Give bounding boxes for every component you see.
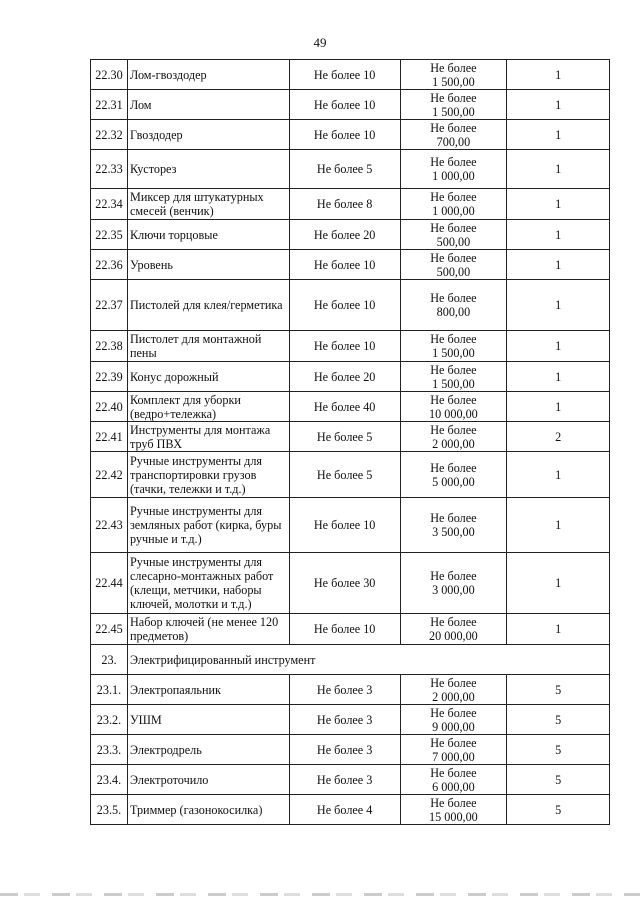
item-name: Пистолей для клея/герметика (127, 280, 289, 331)
price-value: 2 000,00 (432, 689, 475, 704)
table-row (91, 498, 610, 553)
row-number: 22.42 (91, 452, 128, 498)
price-value: 6 000,00 (432, 779, 475, 794)
item-price (400, 150, 507, 189)
section-title: Электрифицированный инструмент (127, 645, 609, 675)
page-bottom-edge (0, 893, 640, 896)
item-count: 1 (507, 280, 610, 331)
row-number: 23.3. (91, 735, 128, 765)
item-count: 2 (507, 422, 610, 452)
row-number: 22.36 (91, 250, 128, 280)
item-count: 5 (507, 735, 610, 765)
item-price (400, 362, 507, 392)
price-value: 500,00 (436, 234, 471, 249)
price-value: 1 000,00 (432, 204, 475, 218)
price-value: 15 000,00 (429, 809, 478, 824)
item-count: 5 (507, 795, 610, 825)
price-value: 1 500,00 (432, 376, 475, 391)
price-prefix: Не более (430, 765, 477, 780)
item-name: Кусторез (127, 150, 289, 189)
table-row (91, 362, 610, 392)
item-count: 1 (507, 553, 610, 614)
item-count: 5 (507, 765, 610, 795)
item-price (400, 189, 507, 220)
row-number: 22.44 (91, 553, 128, 614)
item-quantity: Не более 5 (289, 150, 400, 189)
row-number: 22.34 (91, 189, 128, 220)
price-prefix: Не более (430, 155, 477, 169)
price-prefix: Не более (430, 615, 477, 629)
price-prefix: Не более (430, 422, 477, 437)
price-prefix: Не более (430, 460, 477, 475)
table-row (91, 60, 610, 90)
table-row (91, 90, 610, 120)
item-quantity: Не более 3 (289, 735, 400, 765)
item-name: Набор ключей (не менее 120 предметов) (127, 614, 289, 645)
table-row (91, 422, 610, 452)
price-prefix: Не более (430, 250, 477, 265)
item-price (400, 331, 507, 362)
table-row (91, 120, 610, 150)
section-row (91, 645, 610, 675)
item-price (400, 675, 507, 705)
row-number: 23.1. (91, 675, 128, 705)
row-number: 23.4. (91, 765, 128, 795)
row-number: 22.41 (91, 422, 128, 452)
item-name: Триммер (газонокосилка) (127, 795, 289, 825)
price-prefix: Не более (430, 795, 477, 810)
row-number: 23.2. (91, 705, 128, 735)
table-row (91, 553, 610, 614)
item-price (400, 250, 507, 280)
table-row (91, 614, 610, 645)
item-name: Электродрель (127, 735, 289, 765)
price-value: 3 000,00 (432, 583, 475, 597)
item-price (400, 90, 507, 120)
section-number: 23. (91, 645, 128, 675)
price-prefix: Не более (430, 60, 477, 75)
item-quantity: Не более 3 (289, 675, 400, 705)
item-name: Конус дорожный (127, 362, 289, 392)
table-row (91, 675, 610, 705)
item-quantity: Не более 5 (289, 452, 400, 498)
equipment-table-body (91, 60, 610, 825)
item-count: 5 (507, 705, 610, 735)
item-price (400, 498, 507, 553)
item-quantity: Не более 8 (289, 189, 400, 220)
item-quantity: Не более 3 (289, 765, 400, 795)
price-prefix: Не более (430, 220, 477, 235)
row-number: 22.45 (91, 614, 128, 645)
item-name: Уровень (127, 250, 289, 280)
item-price (400, 765, 507, 795)
item-count: 1 (507, 220, 610, 250)
row-number: 22.31 (91, 90, 128, 120)
price-prefix: Не более (430, 675, 477, 690)
price-value: 1 500,00 (432, 346, 475, 360)
table-row (91, 189, 610, 220)
item-quantity: Не более 4 (289, 795, 400, 825)
item-price (400, 735, 507, 765)
row-number: 22.30 (91, 60, 128, 90)
price-value: 700,00 (436, 134, 471, 149)
item-price (400, 392, 507, 422)
item-count: 1 (507, 392, 610, 422)
item-quantity: Не более 10 (289, 120, 400, 150)
item-price (400, 60, 507, 90)
item-quantity: Не более 10 (289, 250, 400, 280)
item-price (400, 614, 507, 645)
price-prefix: Не более (430, 511, 477, 525)
page-number: 49 (313, 35, 327, 50)
price-value: 1 500,00 (432, 74, 475, 89)
row-number: 22.38 (91, 331, 128, 362)
item-name: Электроточило (127, 765, 289, 795)
table-row (91, 220, 610, 250)
price-value: 7 000,00 (432, 749, 475, 764)
item-price (400, 705, 507, 735)
item-name: Ключи торцовые (127, 220, 289, 250)
item-name: Ручные инструменты для транспортировки грузов (тачки, тележки и т.д.) (127, 452, 289, 498)
item-count: 1 (507, 120, 610, 150)
item-name: Электропаяльник (127, 675, 289, 705)
item-quantity: Не более 10 (289, 90, 400, 120)
table-row (91, 331, 610, 362)
price-value: 500,00 (436, 264, 471, 279)
item-quantity: Не более 10 (289, 498, 400, 553)
item-name: Лом-гвоздодер (127, 60, 289, 90)
item-name: Лом (127, 90, 289, 120)
table-row (91, 150, 610, 189)
item-count: 1 (507, 189, 610, 220)
item-count: 5 (507, 675, 610, 705)
item-count: 1 (507, 452, 610, 498)
price-value: 5 000,00 (432, 474, 475, 489)
row-number: 22.40 (91, 392, 128, 422)
equipment-table (90, 59, 610, 825)
item-name: Гвоздодер (127, 120, 289, 150)
item-name: Ручные инструменты для земляных работ (кирка, буры ручные и т.д.) (127, 498, 289, 553)
table-row (91, 765, 610, 795)
table-row (91, 280, 610, 331)
price-prefix: Не более (430, 291, 477, 305)
price-value: 9 000,00 (432, 719, 475, 734)
item-price (400, 795, 507, 825)
item-price (400, 422, 507, 452)
item-name: Миксер для штукатурных смесей (венчик) (127, 189, 289, 220)
price-prefix: Не более (430, 90, 477, 105)
price-prefix: Не более (430, 120, 477, 135)
item-quantity: Не более 30 (289, 553, 400, 614)
table-row (91, 795, 610, 825)
table-row (91, 452, 610, 498)
price-value: 1 500,00 (432, 104, 475, 119)
table-row (91, 250, 610, 280)
item-quantity: Не более 10 (289, 614, 400, 645)
item-quantity: Не более 3 (289, 705, 400, 735)
price-prefix: Не более (430, 190, 477, 204)
item-quantity: Не более 10 (289, 331, 400, 362)
row-number: 22.39 (91, 362, 128, 392)
table-row (91, 392, 610, 422)
row-number: 22.37 (91, 280, 128, 331)
item-price (400, 120, 507, 150)
item-quantity: Не более 10 (289, 280, 400, 331)
item-quantity: Не более 40 (289, 392, 400, 422)
item-name: Комплект для уборки (ведро+тележка) (127, 392, 289, 422)
price-value: 800,00 (436, 305, 471, 319)
price-value: 10 000,00 (429, 406, 478, 421)
price-prefix: Не более (430, 392, 477, 407)
row-number: 22.32 (91, 120, 128, 150)
item-quantity: Не более 10 (289, 60, 400, 90)
item-count: 1 (507, 362, 610, 392)
item-price (400, 452, 507, 498)
row-number: 22.43 (91, 498, 128, 553)
table-row (91, 705, 610, 735)
item-count: 1 (507, 150, 610, 189)
item-name: Пистолет для монтажной пены (127, 331, 289, 362)
item-count: 1 (507, 331, 610, 362)
price-value: 1 000,00 (432, 169, 475, 183)
item-name: Ручные инструменты для слесарно-монтажных работ (клещи, метчики, наборы ключей, молотки и т.д.) (127, 553, 289, 614)
item-count: 1 (507, 60, 610, 90)
price-prefix: Не более (430, 569, 477, 583)
price-prefix: Не более (430, 705, 477, 720)
price-value: 20 000,00 (429, 629, 478, 643)
row-number: 23.5. (91, 795, 128, 825)
price-prefix: Не более (430, 735, 477, 750)
item-name: УШМ (127, 705, 289, 735)
price-prefix: Не более (430, 362, 477, 377)
row-number: 22.33 (91, 150, 128, 189)
item-quantity: Не более 20 (289, 220, 400, 250)
price-value: 2 000,00 (432, 436, 475, 451)
item-name: Инструменты для монтажа труб ПВХ (127, 422, 289, 452)
item-count: 1 (507, 90, 610, 120)
item-count: 1 (507, 250, 610, 280)
item-quantity: Не более 5 (289, 422, 400, 452)
item-price (400, 220, 507, 250)
price-prefix: Не более (430, 332, 477, 346)
row-number: 22.35 (91, 220, 128, 250)
price-value: 3 500,00 (432, 525, 475, 539)
table-row (91, 735, 610, 765)
item-count: 1 (507, 498, 610, 553)
item-price (400, 553, 507, 614)
item-count: 1 (507, 614, 610, 645)
item-quantity: Не более 20 (289, 362, 400, 392)
item-price (400, 280, 507, 331)
